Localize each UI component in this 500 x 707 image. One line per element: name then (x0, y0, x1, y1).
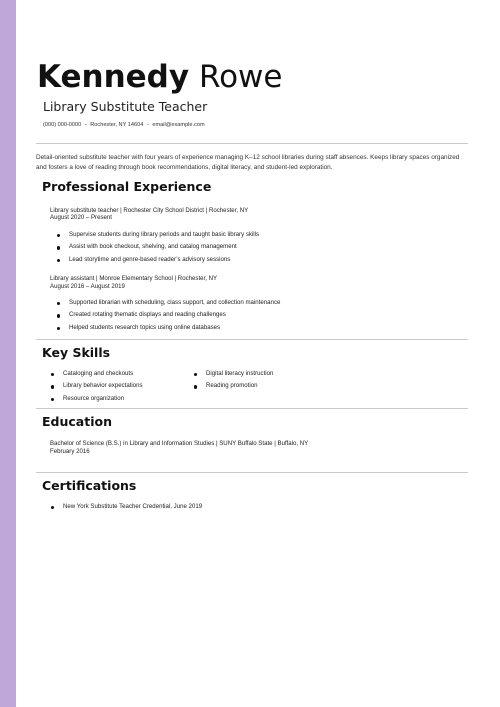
job-bullet-list (57, 229, 259, 266)
divider (36, 472, 468, 473)
skill-item: Reading promotion (194, 380, 273, 392)
location: Rochester, NY 14604 (90, 122, 144, 128)
list-item: Lead storytime and genre-based reader’s advisory sessions (57, 254, 259, 266)
graduation-date: February 2016 (50, 448, 90, 455)
skills-heading: Key Skills (42, 345, 111, 360)
divider (36, 339, 468, 340)
degree-line: Bachelor of Science (B.S.) in Library and Information Studies | SUNY Buffalo State | Buffalo, NY (50, 440, 309, 447)
divider (36, 143, 468, 144)
skills-list-left (51, 368, 143, 405)
certification-item: New York Substitute Teacher Credential, June 2019 (51, 501, 202, 513)
job-dates: August 2020 – Present (50, 214, 112, 221)
job-dates: August 2016 – August 2019 (50, 283, 125, 290)
education-heading: Education (42, 414, 112, 429)
list-item: Assist with book checkout, shelving, and catalog management (57, 241, 259, 253)
list-item: Supervise students during library periods and taught basic library skills (57, 229, 259, 241)
professional-summary: Detail-oriented substitute teacher with four years of experience managing K–12 school libraries during staff absences. Keeps library spaces organized and fosters a love of reading through book recommendations, digital literacy, and student-led exploration. (36, 154, 460, 171)
contact-separator: - (146, 122, 149, 128)
skill-item: Cataloging and checkouts (51, 368, 143, 380)
job-title-line: Library substitute teacher | Rochester City School District | Rochester, NY (50, 207, 249, 214)
list-item: Created rotating thematic displays and reading challenges (57, 309, 280, 321)
contact-separator: - (84, 122, 87, 128)
job-bullet-list (57, 297, 280, 334)
certifications-heading: Certifications (42, 478, 137, 493)
email-address: email@example.com (152, 122, 205, 128)
skill-item: Resource organization (51, 393, 143, 405)
candidate-name (37, 57, 282, 97)
job-title-line: Library assistant | Monroe Elementary School | Rochester, NY (50, 275, 218, 282)
job-title: Library Substitute Teacher (43, 99, 208, 114)
skill-item: Library behavior expectations (51, 380, 143, 392)
experience-heading: Professional Experience (42, 179, 212, 194)
certifications-list (51, 501, 202, 513)
divider (36, 408, 468, 409)
skill-item: Digital literacy instruction (194, 368, 273, 380)
list-item: Helped students research topics using online databases (57, 322, 280, 334)
skills-list-right (194, 368, 273, 393)
last-name: Rowe (198, 59, 283, 95)
first-name: Kennedy (37, 59, 190, 95)
phone-number: (000) 000-0000 (43, 122, 82, 128)
accent-sidebar-band (0, 0, 16, 707)
list-item: Supported librarian with scheduling, class support, and collection maintenance (57, 297, 280, 309)
contact-line (43, 122, 207, 128)
